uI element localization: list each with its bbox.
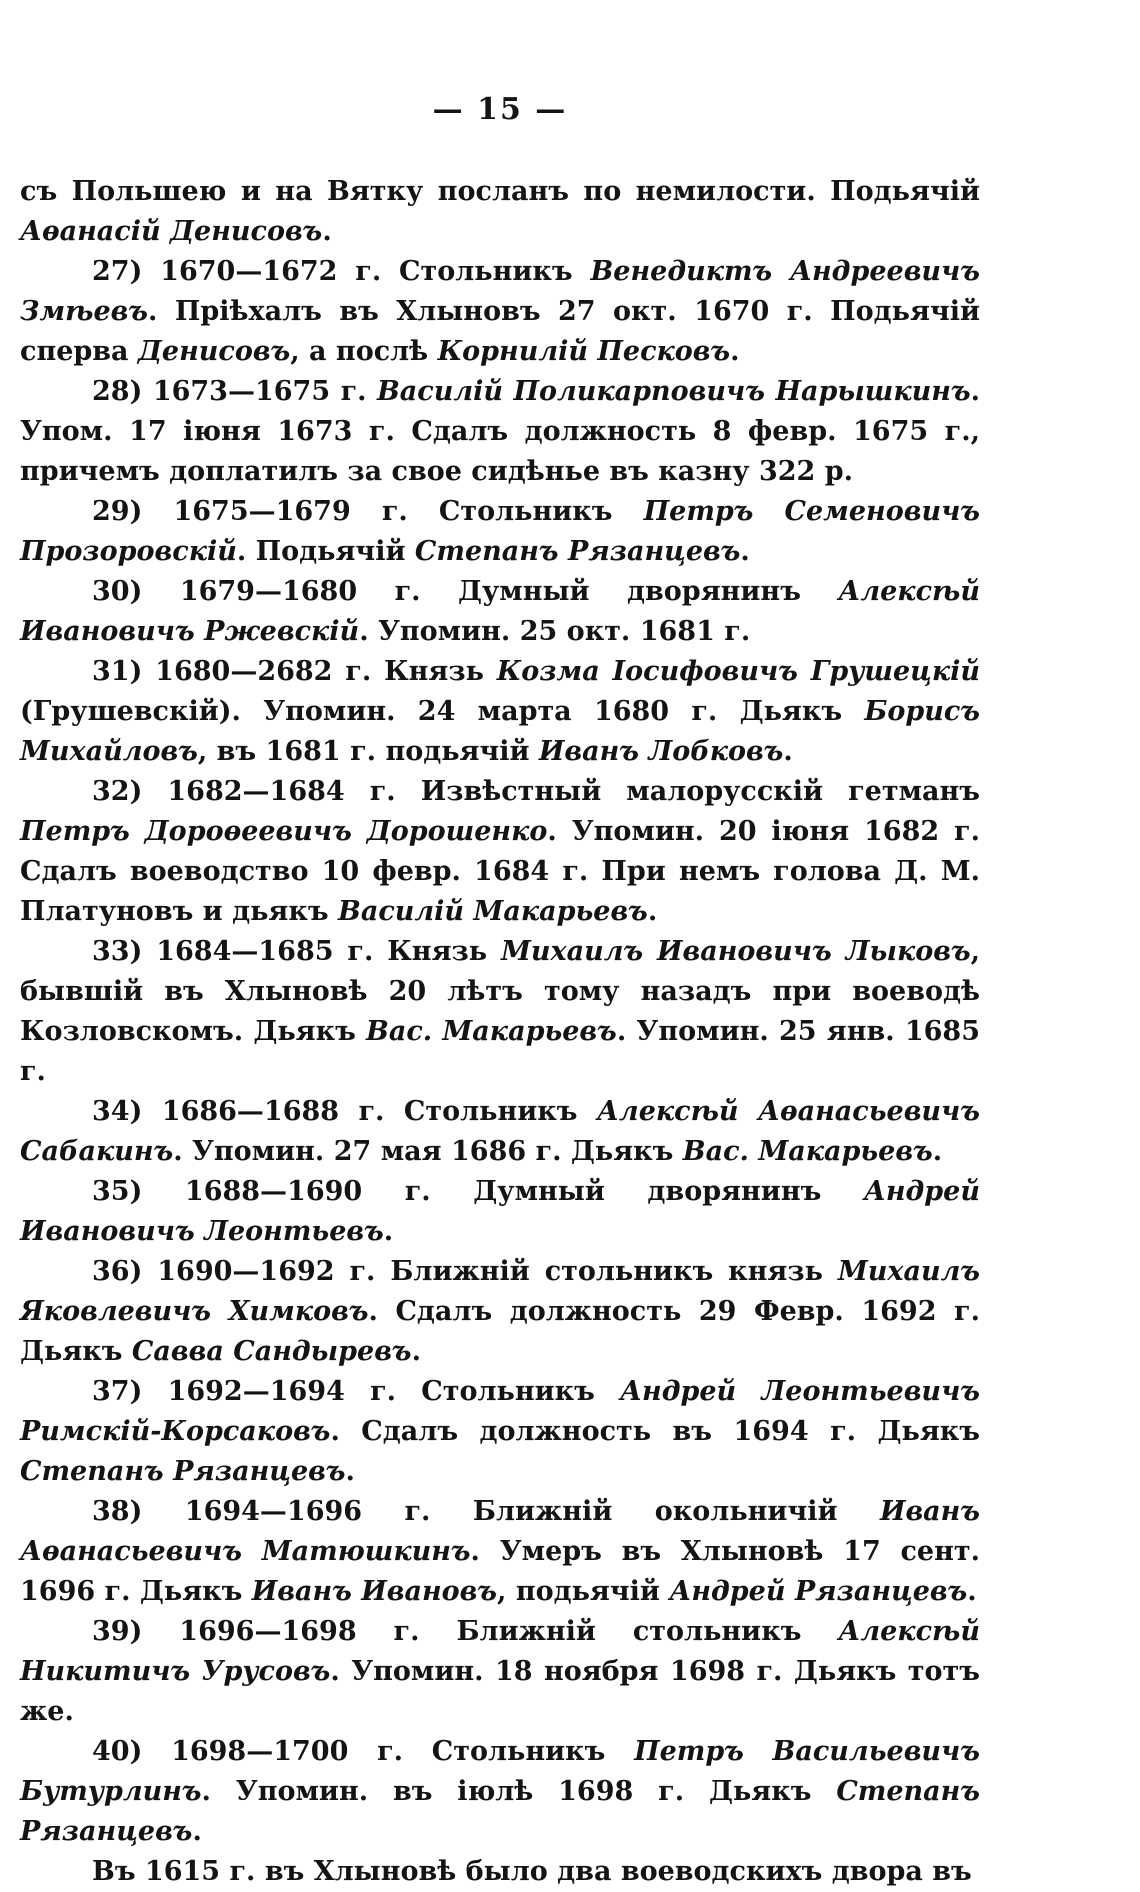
text-run: 32) 1682—1684 г. Извѣстный малорусскій гетманъ: [92, 776, 980, 807]
text-run: .: [647, 896, 658, 927]
name-italic: Василій Макарьевъ: [338, 896, 648, 927]
text-run: 40) 1698—1700 г. Стольникъ: [92, 1736, 635, 1767]
paragraph: [20, 172, 980, 252]
name-italic: Денисовъ: [137, 336, 291, 367]
name-italic: Андрей Ивановичъ Леонтьевъ: [20, 1176, 980, 1247]
name-italic: Андрей Рязанцевъ: [669, 1576, 968, 1607]
paragraph: [20, 1172, 980, 1252]
body-text: [20, 172, 980, 1892]
name-italic: Алексѣй Ивановичъ Ржевскій: [20, 576, 980, 647]
text-run: . Упомин. 18 ноября 1698 г. Дьякъ тотъ же.: [20, 1656, 980, 1727]
text-run: 36) 1690—1692 г. Ближній стольникъ князь: [92, 1256, 838, 1287]
text-run: .: [932, 1136, 943, 1167]
text-run: 27) 1670—1672 г. Стольникъ: [92, 256, 591, 287]
text-run: съ Польшею и на Вятку посланъ по немилости. Подьячій: [20, 176, 980, 207]
text-run: (Грушевскій). Упомин. 24 марта 1680 г. Дьякъ: [20, 696, 865, 727]
name-italic: Андрей Леонтьевичъ Римскій-Корсаковъ: [20, 1376, 980, 1447]
name-italic: Михаилъ Ивановичъ Лыковъ: [500, 936, 971, 967]
paragraph: [20, 772, 980, 932]
text-run: . Подьячій: [236, 536, 415, 567]
paragraph: [20, 932, 980, 1092]
text-run: 35) 1688—1690 г. Думный дворянинъ: [92, 1176, 864, 1207]
text-run: .: [783, 736, 793, 767]
text-run: . Упом. 17 іюня 1673 г. Сдалъ должность 8 февр. 1675 г., причемъ доплатилъ за свое сидѣнье въ казну 322 р.: [20, 376, 980, 487]
text-run: 29) 1675—1679 г. Стольникъ: [92, 496, 644, 527]
text-run: . Упомин. 25 окт. 1681 г.: [359, 616, 751, 647]
paragraph: [20, 1092, 980, 1172]
text-run: .: [411, 1336, 421, 1367]
paragraph: [20, 652, 980, 772]
name-italic: Савва Сандыревъ: [131, 1336, 412, 1367]
name-italic: Василій Поликарповичъ Нарышкинъ: [376, 376, 971, 407]
text-run: , а послѣ: [290, 336, 438, 367]
name-italic: Аѳанасій Денисовъ: [20, 216, 323, 247]
name-italic: Петръ Семеновичъ Прозоровскій: [20, 496, 981, 567]
name-italic: Иванъ Лобковъ: [538, 736, 784, 767]
name-italic: Петръ Дороѳеевичъ Дорошенко: [20, 816, 548, 847]
paragraph: [20, 1732, 980, 1852]
text-run: .: [967, 1576, 977, 1607]
paragraph: [20, 1372, 980, 1492]
text-run: 28) 1673—1675 г.: [92, 376, 377, 407]
text-run: .: [740, 536, 750, 567]
text-run: 33) 1684—1685 г. Князь: [92, 936, 501, 967]
paragraph: [20, 1492, 980, 1612]
name-italic: Вас. Макарьевъ: [682, 1136, 933, 1167]
paragraph: [20, 1252, 980, 1372]
name-italic: Козма Іосифовичъ Грушецкій: [496, 656, 981, 687]
name-italic: Михаилъ Яковлевичъ Химковъ: [20, 1256, 980, 1327]
name-italic: Корнилій Песковъ: [437, 336, 731, 367]
name-italic: Вас. Макарьевъ: [366, 1016, 617, 1047]
text-run: . Сдалъ должность въ 1694 г. Дьякъ: [330, 1416, 980, 1447]
text-run: 39) 1696—1698 г. Ближній стольникъ: [92, 1616, 839, 1647]
text-run: , въ 1681 г. подьячій: [197, 736, 539, 767]
text-run: .: [322, 216, 332, 247]
paragraph: [20, 1852, 980, 1892]
text-run: 30) 1679—1680 г. Думный дворянинъ: [92, 576, 839, 607]
text-run: . Сдалъ должность 29 Февр. 1692 г. Дьякъ: [20, 1296, 980, 1367]
name-italic: Степанъ Рязанцевъ: [414, 536, 741, 567]
name-italic: Степанъ Рязанцевъ: [20, 1776, 980, 1847]
name-italic: Степанъ Рязанцевъ: [20, 1456, 346, 1487]
name-italic: Венедиктъ Андреевичъ Змѣевъ: [20, 256, 980, 327]
text-run: .: [383, 1216, 394, 1247]
text-run: . Умеръ въ Хлыновѣ 17 сент. 1696 г. Дьякъ: [20, 1536, 980, 1607]
page-number: — 15 —: [432, 92, 568, 127]
name-italic: Борисъ Михайловъ: [20, 696, 980, 767]
text-run: 37) 1692—1694 г. Стольникъ: [92, 1376, 621, 1407]
paragraph: [20, 492, 980, 572]
paragraph: [20, 1612, 980, 1732]
paragraph: [20, 572, 980, 652]
text-run: . Упомин. въ іюлѣ 1698 г. Дьякъ: [201, 1776, 837, 1807]
text-run: 38) 1694—1696 г. Ближній окольничій: [92, 1496, 880, 1527]
text-run: .: [345, 1456, 355, 1487]
text-run: .: [730, 336, 740, 367]
text-run: .: [192, 1816, 202, 1847]
text-run: . Упомин. 27 мая 1686 г. Дьякъ: [173, 1136, 683, 1167]
text-run: , бывшій въ Хлыновѣ 20 лѣтъ тому назадъ при воеводѣ Козловскомъ. Дьякъ: [20, 936, 980, 1047]
name-italic: Иванъ Аѳанасьевичъ Матюшкинъ: [20, 1496, 980, 1567]
text-run: . Упомин. 20 іюня 1682 г. Сдалъ воеводство 10 февр. 1684 г. При немъ голова Д. М. Платуновъ и дьякъ: [20, 816, 980, 927]
text-run: Въ 1615 г. въ Хлыновѣ было два воеводскихъ двора въ: [92, 1856, 972, 1887]
name-italic: Алексѣй Аѳанасьевичъ Сабакинъ: [20, 1096, 980, 1167]
text-run: . Упомин. 25 янв. 1685 г.: [20, 1016, 980, 1087]
text-run: 31) 1680—2682 г. Князь: [92, 656, 497, 687]
name-italic: Алексѣй Никитичъ Урусовъ: [20, 1616, 980, 1687]
text-run: , подьячій: [497, 1576, 670, 1607]
name-italic: Иванъ Ивановъ: [251, 1576, 498, 1607]
text-run: 34) 1686—1688 г. Стольникъ: [92, 1096, 597, 1127]
text-run: . Пріѣхалъ въ Хлыновъ 27 окт. 1670 г. Подьячій сперва: [20, 296, 980, 367]
paragraph: [20, 372, 980, 492]
paragraph: [20, 252, 980, 372]
name-italic: Петръ Васильевичъ Бутурлинъ: [20, 1736, 980, 1807]
